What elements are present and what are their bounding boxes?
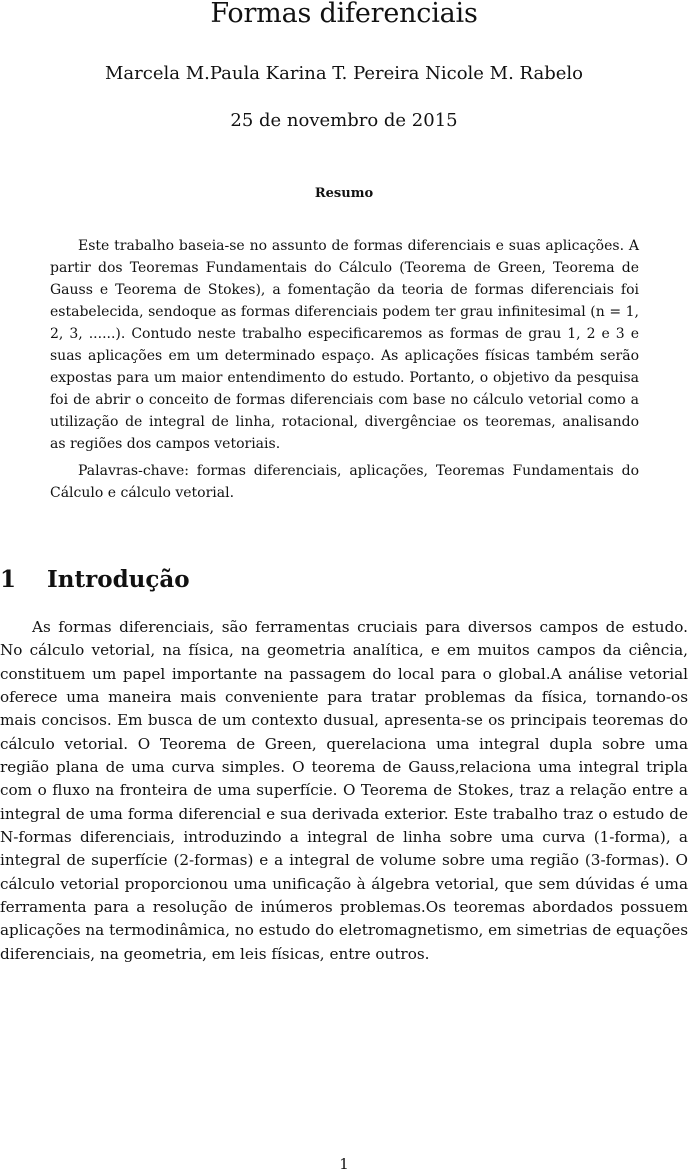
keywords: Palavras-chave: formas diferenciais, aplicações, Teoremas Fundamentais do Cálculo e cálculo vetorial. [50,463,639,501]
paper-authors: Marcela M.Paula Karina T. Pereira Nicole M. Rabelo [104,63,583,84]
section-body [0,616,688,966]
page-number: 1 [339,1155,349,1173]
abstract-heading: Resumo [314,186,374,201]
section-heading [0,562,688,598]
paper-title: Formas diferenciais [210,0,478,29]
paper-date: 25 de novembro de 2015 [230,110,458,131]
section-title: Introdução [47,566,190,593]
section-number: 1 [0,566,17,593]
body-paragraph: As formas diferenciais, são ferramentas cruciais para diversos campos de estudo. No cálculo vetorial, na física, na geometria analítica, e em muitos campos da ciência, constituem um papel importante na passagem do local para o global.A análise vetorial oferece uma maneira mais conveniente para tratar problemas da física, tornando-os mais concisos. Em busca de um contexto dusual, apresenta-se os principais teoremas do cálculo vetorial. O Teorema de Green, querelaciona uma integral dupla sobre uma região plana de uma curva simples. O teorema de Gauss,relaciona uma integral tripla com o fluxo na fronteira de uma superfície. O Teorema de Stokes, traz a relação entre a integral de uma forma diferencial e sua derivada exterior. Este trabalho traz o estudo de N-formas diferenciais, introduzindo a integral de linha sobre uma curva (1-forma), a integral de superfície (2-formas) e a integral de volume sobre uma região (3-formas). O cálculo vetorial proporcionou uma unificação à álgebra vetorial, que sem dúvidas é uma ferramenta para a resolução de inúmeros problemas.Os teoremas abordados possuem aplicações na termodinâmica, no estudo do eletromagnetismo, em simetrias de equações diferenciais, na geometria, em leis físicas, entre outros. [0,618,688,963]
abstract-block [50,235,639,504]
abstract-text: Este trabalho baseia-se no assunto de formas diferenciais e suas aplicações. A partir dos Teoremas Fundamentais do Cálculo (Teorema de Green, Teorema de Gauss e Teorema de Stokes), a fomentação da teoria de formas diferenciais foi estabelecida, sendoque as formas diferenciais podem ter grau infinitesimal (n = 1, 2, 3, ......). Contudo neste trabalho especificaremos as formas de grau 1, 2 e 3 e suas aplicações em um determinado espaço. As aplicações físicas também serão expostas para um maior entendimento do estudo. Portanto, o objetivo da pesquisa foi de abrir o conceito de formas diferenciais com base no cálculo vetorial como a utilização de integral de linha, rotacional, divergênciae os teoremas, analisando as regiões dos campos vetoriais. [50,238,639,452]
